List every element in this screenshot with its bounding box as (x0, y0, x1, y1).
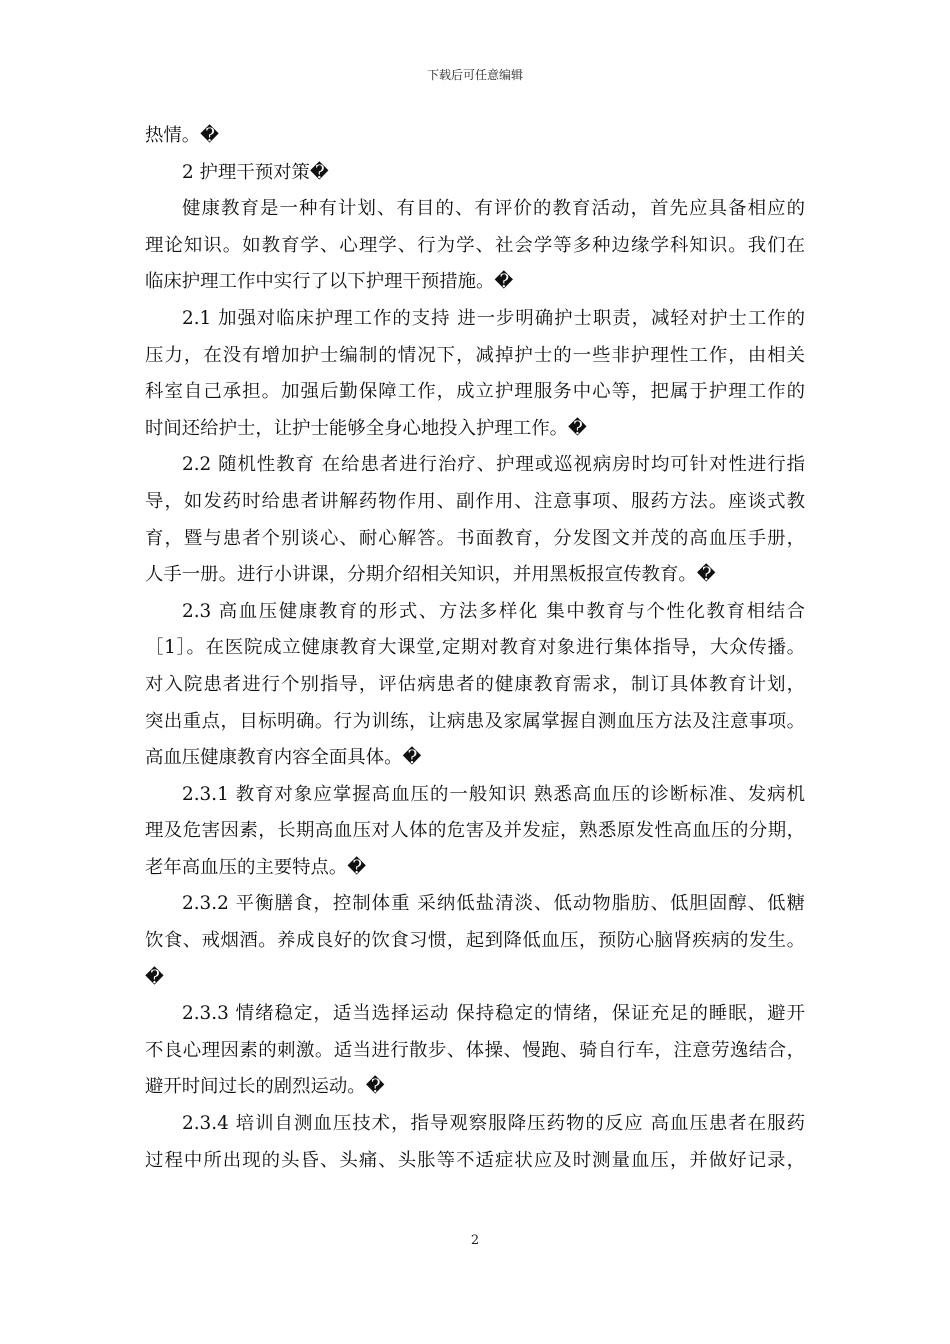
page-number: 2 (470, 1233, 480, 1248)
text-line: 饮食、戒烟酒。养成良好的饮食习惯，起到降低血压，预防心脑肾疾病的发生。 (145, 930, 805, 952)
text-line: 理及危害因素，长期高血压对人体的危害及并发症，熟悉原发性高血压的分期， (145, 820, 805, 842)
text-line: ［1］。在医院成立健康教育大课堂,定期对教育对象进行集体指导，大众传播。 (145, 637, 805, 659)
text-line: 临床护理工作中实行了以下护理干预措施。� (145, 271, 514, 293)
text-line: 过程中所出现的头昏、头痛、头胀等不适症状应及时测量血压，并做好记录， (145, 1149, 805, 1171)
text-line: 2.3 高血压健康教育的形式、方法多样化 集中教育与个性化教育相结合 (182, 600, 805, 622)
text-line: 科室自己承担。加强后勤保障工作，成立护理服务中心等，把属于护理工作的 (145, 381, 805, 403)
text-line: 导，如发药时给患者讲解药物作用、副作用、注意事项、服药方法。座谈式教 (145, 490, 805, 512)
text-line: 避开时间过长的剧烈运动。� (145, 1076, 385, 1098)
text-line: 2.3.2 平衡膳食，控制体重 采纳低盐清淡、低动物脂肪、低胆固醇、低糖 (182, 893, 805, 915)
page-header: 下载后可任意编辑 (426, 68, 523, 82)
text-line: 老年高血压的主要特点。� (145, 856, 367, 878)
text-line: 理论知识。如教育学、心理学、行为学、社会学等多种边缘学科知识。我们在 (145, 234, 805, 256)
text-line: 压力，在没有增加护士编制的情况下，减掉护士的一些非护理性工作，由相关 (145, 344, 805, 366)
text-line: 2.3.3 情绪稳定，适当选择运动 保持稳定的情绪，保证充足的睡眠，避开 (182, 1003, 805, 1025)
text-line: 育，暨与患者个别谈心、耐心解答。书面教育，分发图文并茂的高血压手册， (145, 527, 805, 549)
text-line: � (145, 966, 164, 988)
text-line: 热情。� (145, 125, 220, 146)
document-body (145, 118, 805, 1179)
text-line: 突出重点，目标明确。行为训练，让病患及家属掌握自测血压方法及注意事项。 (145, 710, 805, 732)
section-heading: 2 护理干预对策� (182, 161, 329, 183)
text-line: 2.2 随机性教育 在给患者进行治疗、护理或巡视病房时均可针对性进行指 (182, 454, 805, 476)
text-line: 不良心理因素的刺激。适当进行散步、体操、慢跑、骑自行车，注意劳逸结合， (145, 1039, 805, 1061)
text-line: 健康教育是一种有计划、有目的、有评价的教育活动，首先应具备相应的 (182, 198, 805, 220)
text-line: 2.1 加强对临床护理工作的支持 进一步明确护士职责，减轻对护士工作的 (182, 307, 805, 329)
text-line: 人手一册。进行小讲课，分期介绍相关知识，并用黑板报宣传教育。� (145, 564, 716, 586)
text-line: 2.3.1 教育对象应掌握高血压的一般知识 熟悉高血压的诊断标准、发病机 (182, 783, 805, 805)
text-line: 2.3.4 培训自测血压技术，指导观察服降压药物的反应 高血压患者在服药 (182, 1113, 805, 1135)
text-line: 高血压健康教育内容全面具体。� (145, 747, 422, 769)
text-line: 对入院患者进行个别指导，评估病患者的健康教育需求，制订具体教育计划， (145, 673, 805, 695)
text-line: 时间还给护士，让护士能够全身心地投入护理工作。� (145, 417, 587, 439)
